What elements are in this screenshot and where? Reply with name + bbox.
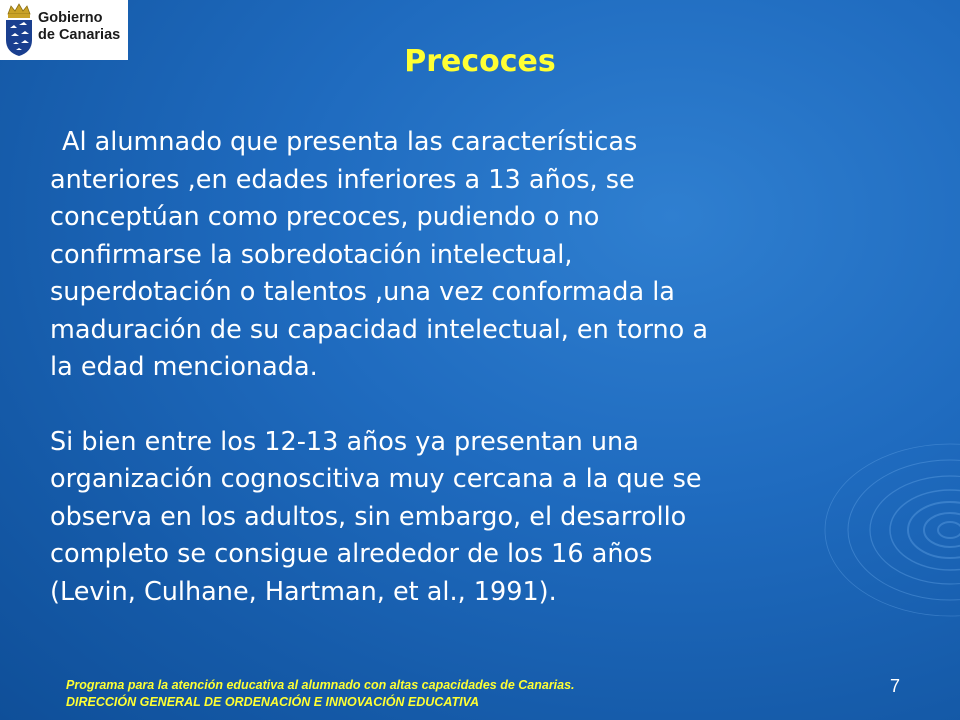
paragraph-1: Al alumnado que presenta las características anteriores ,en edades inferiores a 13 años, se conceptúan como precoces, pudiendo o no confirmarse la sobredotación intelectual, superdotación o talentos ,una vez conformada la maduración de su capacidad intelectual, en torno a la edad mencionada.	[50, 127, 708, 382]
slide-body	[50, 124, 940, 611]
logo-text: Gobierno de Canarias	[38, 10, 121, 43]
water-ripple-decoration	[820, 440, 960, 640]
footer-text: Programa para la atención educativa al alumnado con altas capacidades de Canarias. DIRECCIÓN GENERAL DE ORDENACIÓN E INNOVACIÓN EDUCATIVA	[66, 678, 575, 709]
paragraph-2: Si bien entre los 12-13 años ya presentan una organización cognoscitiva muy cercana a la que se observa en los adultos, sin embargo, el desarrollo completo se consigue alrededor de los 16 años (Levin, Culhane, Hartman, et al., 1991).	[50, 426, 702, 607]
slide-title: Precoces	[404, 44, 556, 79]
page-number: 7	[890, 676, 901, 696]
